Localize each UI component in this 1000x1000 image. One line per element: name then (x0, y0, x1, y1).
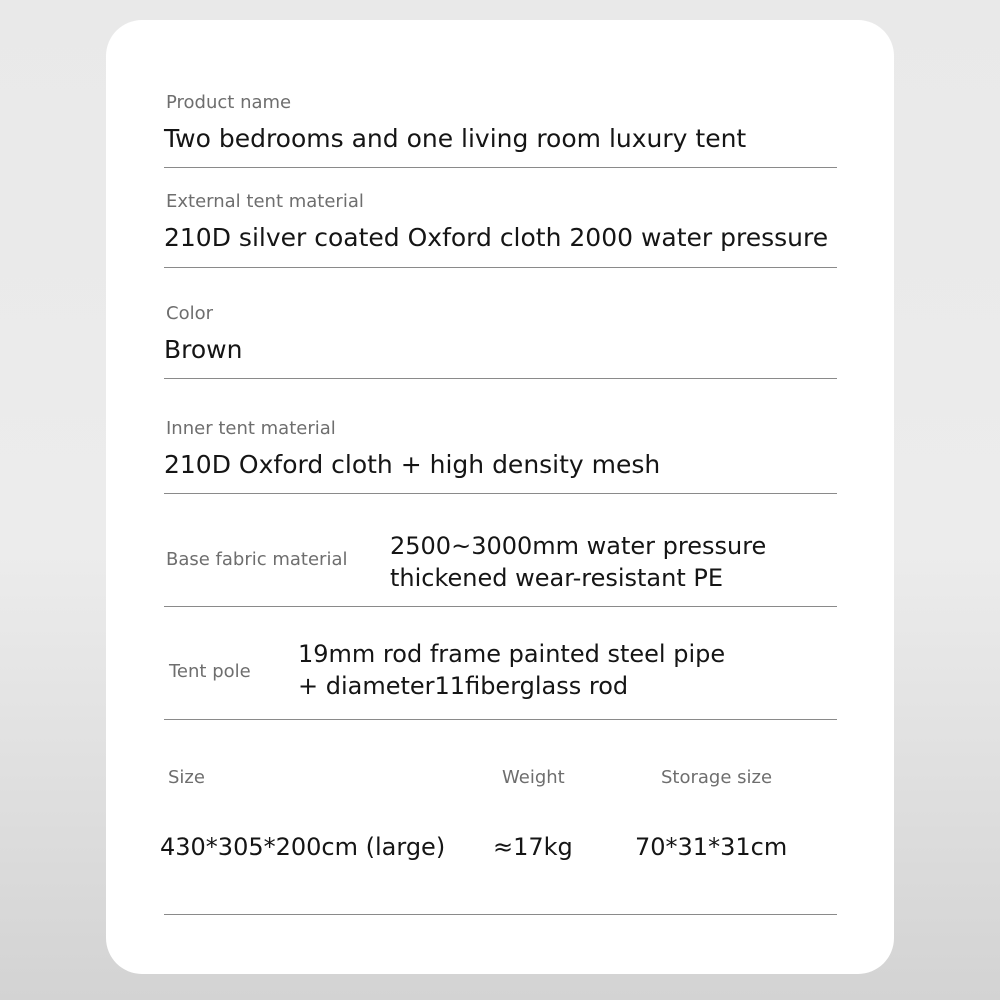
weight-value: ≈17kg (493, 833, 573, 861)
divider (164, 493, 837, 494)
size-value: 430*305*200cm (large) (160, 833, 446, 861)
color-value: Brown (164, 335, 243, 364)
divider (164, 606, 837, 607)
product-name-value: Two bedrooms and one living room luxury tent (164, 124, 747, 153)
external-material-value: 210D silver coated Oxford cloth 2000 water pressure (164, 223, 829, 252)
divider (164, 378, 837, 379)
divider (164, 914, 837, 915)
product-name-label: Product name (166, 92, 292, 113)
storage-size-label: Storage size (661, 767, 773, 788)
inner-material-value: 210D Oxford cloth + high density mesh (164, 450, 661, 479)
base-fabric-label: Base fabric material (166, 549, 348, 570)
tent-pole-label: Tent pole (169, 661, 251, 682)
inner-material-label: Inner tent material (166, 418, 336, 439)
size-label: Size (168, 767, 205, 788)
base-fabric-value-line2: thickened wear-resistant PE (390, 564, 724, 592)
divider (164, 267, 837, 268)
tent-pole-value-line2: + diameter11fiberglass rod (298, 672, 629, 700)
weight-label: Weight (502, 767, 565, 788)
storage-size-value: 70*31*31cm (635, 833, 788, 861)
tent-pole-value-line1: 19mm rod frame painted steel pipe (298, 640, 726, 668)
divider (164, 719, 837, 720)
color-label: Color (166, 303, 213, 324)
external-material-label: External tent material (166, 191, 364, 212)
base-fabric-value-line1: 2500~3000mm water pressure (390, 532, 767, 560)
spec-card (106, 20, 894, 974)
divider (164, 167, 837, 168)
